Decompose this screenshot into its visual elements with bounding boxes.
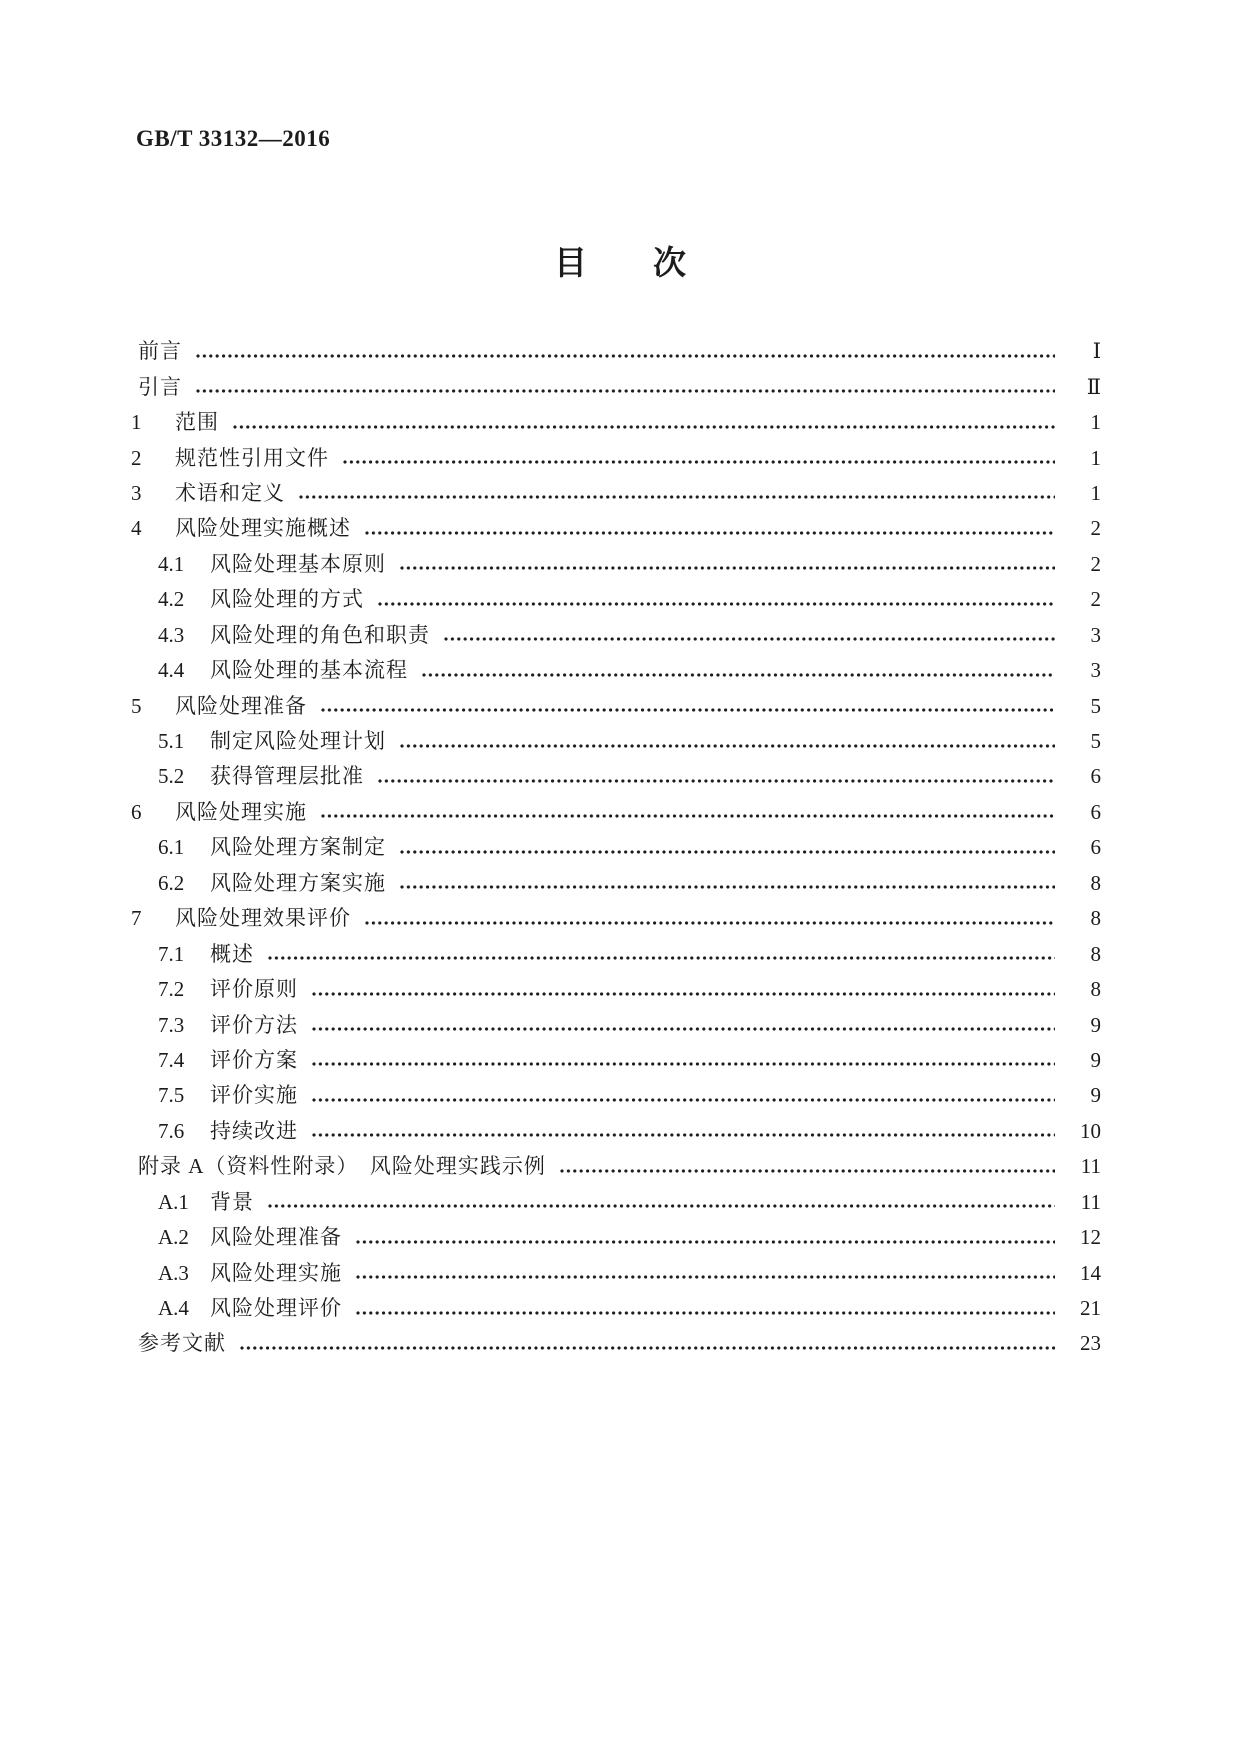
toc-entry-number: 6.2 [158,870,185,895]
toc-entry-label: 评价方案 [210,1047,298,1072]
toc-entry-page: 11 [1080,1189,1101,1214]
toc-entry [131,334,1101,369]
toc-entry-label: 风险处理实施 [210,1260,342,1285]
toc-entry-label: 风险处理实施概述 [175,516,351,541]
dotted-leader [311,991,1055,997]
toc-entry-label: 风险处理实施 [175,799,307,824]
dotted-leader [443,636,1055,642]
toc-entry-label: 前言 [138,339,182,364]
dotted-leader [267,955,1055,961]
toc-entry [131,1185,1101,1220]
toc-entry-label: 引言 [138,374,182,399]
toc-entry-label: 规范性引用文件 [175,445,329,470]
toc-entry [131,653,1101,688]
toc-entry-page: 9 [1090,1012,1101,1037]
toc-entry-page: 3 [1090,658,1101,683]
toc-entry [131,582,1101,617]
dotted-leader [239,1345,1055,1351]
toc-entry-page: 21 [1080,1296,1101,1321]
toc-entry-label: 风险处理的基本流程 [210,658,408,683]
toc-entry-page: 9 [1090,1083,1101,1108]
toc-entry-number: A.2 [158,1225,189,1250]
toc-entry [131,476,1101,511]
toc-entry-number: 3 [131,480,142,505]
toc-entry-label: 附录 A（资料性附录） 风险处理实践示例 [138,1154,546,1179]
toc-entry-label: 风险处理的角色和职责 [210,622,430,647]
toc-entry-number: 7.1 [158,941,185,966]
toc-entry-page: 8 [1090,941,1101,966]
toc-entry [131,936,1101,971]
dotted-leader [399,849,1055,855]
toc-list [131,334,1101,1362]
toc-entry [131,724,1101,759]
dotted-leader [399,884,1055,890]
standard-number: GB/T 33132—2016 [136,126,331,151]
toc-entry-number: 4.1 [158,551,185,576]
toc-entry-label: 风险处理效果评价 [175,906,351,931]
toc-entry [131,830,1101,865]
toc-entry-label: 评价方法 [210,1012,298,1037]
dotted-leader [195,353,1055,359]
dotted-leader [320,813,1055,819]
toc-entry-label: 风险处理方案制定 [210,835,386,860]
toc-entry-page: 1 [1090,410,1101,435]
toc-entry-page: 3 [1090,622,1101,647]
toc-entry-page: 2 [1090,516,1101,541]
toc-entry-label: 风险处理方案实施 [210,870,386,895]
toc-entry-number: 4.2 [158,587,185,612]
toc-entry-label: 参考文献 [138,1331,226,1356]
toc-entry [131,547,1101,582]
toc-entry-number: 1 [131,410,142,435]
toc-entry-label: 背景 [210,1189,254,1214]
toc-entry-number: A.1 [158,1189,189,1214]
toc-entry-page: 11 [1080,1154,1101,1179]
dotted-leader [355,1274,1055,1280]
dotted-leader [311,1132,1055,1138]
toc-entry [131,972,1101,1007]
toc-entry-page: 8 [1090,906,1101,931]
toc-entry-number: 5.2 [158,764,185,789]
toc-entry-number: 6 [131,799,142,824]
toc-entry-number: A.3 [158,1260,189,1285]
toc-entry-page: 12 [1080,1225,1101,1250]
toc-entry-number: 7.5 [158,1083,185,1108]
dotted-leader [421,672,1055,678]
toc-entry-label: 风险处理基本原则 [210,551,386,576]
dotted-leader [364,920,1055,926]
toc-entry-number: 5 [131,693,142,718]
toc-entry-label: 风险处理评价 [210,1296,342,1321]
dotted-leader [320,707,1055,713]
toc-entry-number: 7 [131,906,142,931]
toc-entry [131,1149,1101,1184]
toc-entry-page: 10 [1080,1118,1101,1143]
page-title: 目 次 [554,246,686,282]
toc-entry-page: 2 [1090,551,1101,576]
toc-entry [131,1326,1101,1361]
toc-entry-label: 风险处理的方式 [210,587,364,612]
toc-entry-label: 范围 [175,410,219,435]
toc-entry [131,1078,1101,1113]
toc-entry [131,1255,1101,1290]
toc-entry [131,440,1101,475]
toc-entry-number: 5.1 [158,729,185,754]
toc-entry-number: 7.6 [158,1118,185,1143]
toc-entry-page: 23 [1080,1331,1101,1356]
toc-entry-label: 制定风险处理计划 [210,729,386,754]
toc-entry-label: 评价原则 [210,977,298,1002]
dotted-leader [311,1097,1055,1103]
toc-entry-label: 评价实施 [210,1083,298,1108]
dotted-leader [311,1026,1055,1032]
toc-entry [131,1007,1101,1042]
toc-entry-page: Ⅱ [1086,374,1101,399]
toc-entry [131,1114,1101,1149]
toc-entry-page: 5 [1090,729,1101,754]
dotted-leader [399,743,1055,749]
toc-entry-page: 8 [1090,870,1101,895]
toc-entry-number: 2 [131,445,142,470]
toc-entry [131,1291,1101,1326]
toc-entry-page: 6 [1090,799,1101,824]
toc-entry-page: 9 [1090,1047,1101,1072]
toc-entry [131,1220,1101,1255]
toc-entry [131,369,1101,404]
toc-entry-label: 术语和定义 [175,480,285,505]
dotted-leader [377,601,1055,607]
toc-entry-page: 5 [1090,693,1101,718]
toc-entry-page: 1 [1090,445,1101,470]
toc-entry-page: Ⅰ [1092,339,1101,364]
toc-entry-page: 6 [1090,835,1101,860]
toc-entry [131,901,1101,936]
toc-entry [131,511,1101,546]
toc-entry-number: 7.2 [158,977,185,1002]
dotted-leader [298,494,1055,500]
toc-entry-label: 持续改进 [210,1118,298,1143]
toc-entry [131,795,1101,830]
dotted-leader [355,1239,1055,1245]
toc-entry-number: 4.3 [158,622,185,647]
toc-entry-page: 2 [1090,587,1101,612]
toc-entry-number: 7.4 [158,1047,185,1072]
dotted-leader [364,530,1055,536]
toc-entry-number: 4 [131,516,142,541]
toc-entry-label: 获得管理层批准 [210,764,364,789]
toc-entry-number: A.4 [158,1296,189,1321]
toc-entry-page: 14 [1080,1260,1101,1285]
dotted-leader [311,1061,1055,1067]
toc-entry-page: 1 [1090,480,1101,505]
dotted-leader [342,459,1055,465]
dotted-leader [267,1203,1055,1209]
toc-entry-label: 概述 [210,941,254,966]
toc-entry-page: 6 [1090,764,1101,789]
toc-entry [131,759,1101,794]
toc-entry-number: 6.1 [158,835,185,860]
toc-entry-page: 8 [1090,977,1101,1002]
toc-entry-number: 4.4 [158,658,185,683]
toc-entry [131,688,1101,723]
dotted-leader [355,1310,1055,1316]
toc-entry-number: 7.3 [158,1012,185,1037]
toc-entry-label: 风险处理准备 [175,693,307,718]
dotted-leader [377,778,1055,784]
toc-entry [131,618,1101,653]
toc-entry [131,405,1101,440]
dotted-leader [559,1168,1055,1174]
dotted-leader [232,424,1055,430]
dotted-leader [399,565,1055,571]
dotted-leader [195,388,1055,394]
toc-entry [131,866,1101,901]
toc-entry-label: 风险处理准备 [210,1225,342,1250]
toc-entry [131,1043,1101,1078]
